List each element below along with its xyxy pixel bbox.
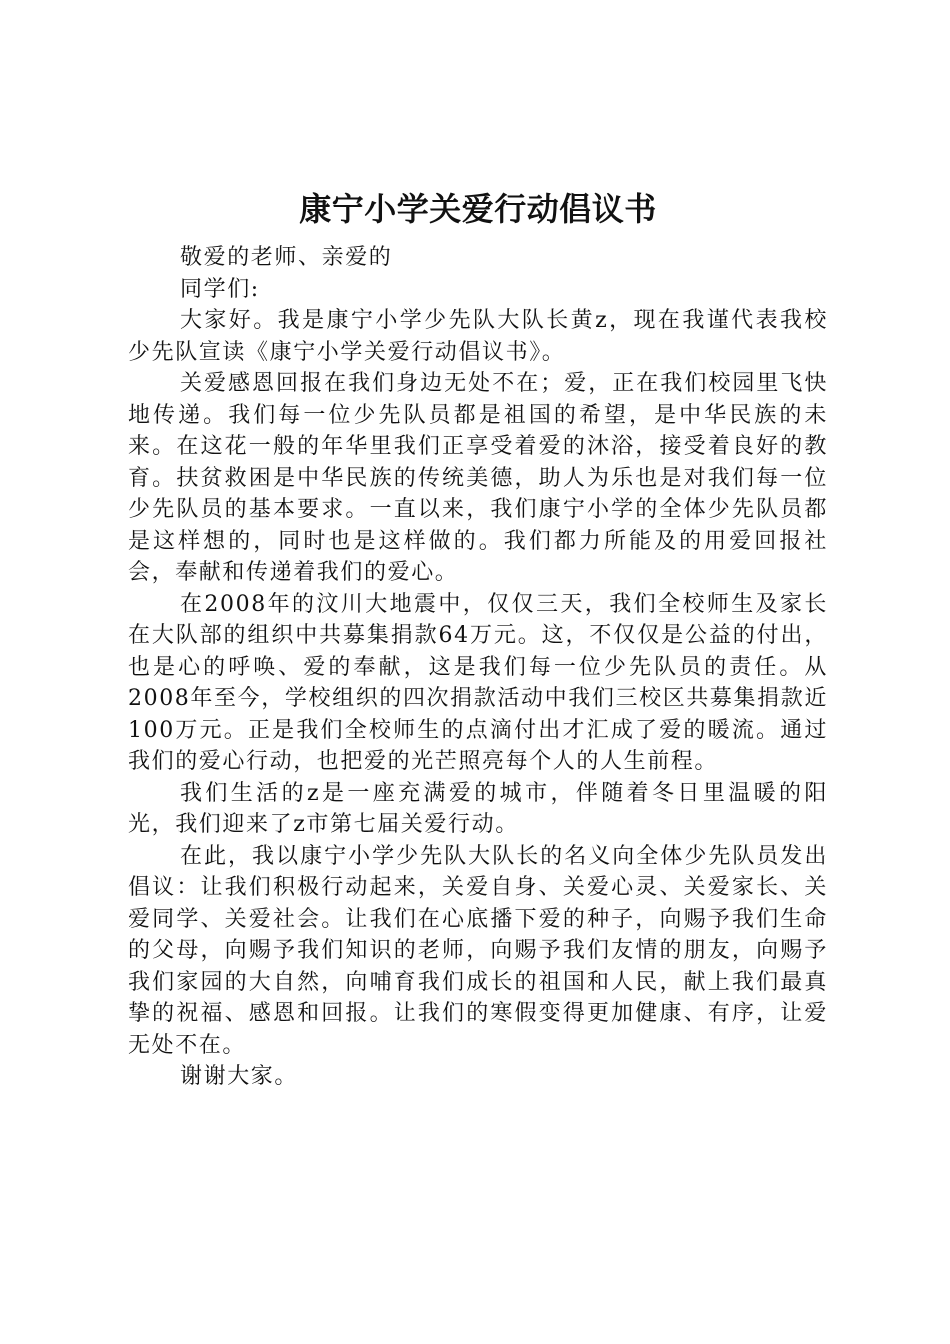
- paragraph-love-gratitude: 关爱感恩回报在我们身边无处不在；爱，正在我们校园里飞快地传递。我们每一位少先队员都是祖国的希望，是中华民族的未来。在这花一般的年华里我们正享受着爱的沐浴，接受着良好的教育。扶贫救困是中华民族的传统美德，助人为乐也是对我们每一位少先队员的基本要求。一直以来，我们康宁小学的全体少先队员都是这样想的，同时也是这样做的。我们都力所能及的用爱回报社会，奉献和传递着我们的爱心。: [128, 371, 828, 585]
- document-page: [128, 180, 828, 1093]
- paragraph-proposal: 在此，我以康宁小学少先队大队长的名义向全体少先队员发出倡议：让我们积极行动起来，关爱自身、关爱心灵、关爱家长、关爱同学、关爱社会。让我们在心底播下爱的种子，向赐予我们生命的父母，向赐予我们知识的老师，向赐予我们友情的朋友，向赐予我们家园的大自然，向哺育我们成长的祖国和人民，献上我们最真挚的祝福、感恩和回报。让我们的寒假变得更加健康、有序，让爱无处不在。: [128, 843, 828, 1058]
- salutation-line-2: 同学们:: [180, 276, 260, 302]
- paragraph-donations: 在2008年的汶川大地震中，仅仅三天，我们全校师生及家长在大队部的组织中共募集捐款64万元。这，不仅仅是公益的付出，也是心的呼唤、爱的奉献，这是我们每一位少先队员的责任。从2008年至今，学校组织的四次捐款活动中我们三校区共募集捐款近100万元。正是我们全校师生的点滴付出才汇成了爱的暖流。通过我们的爱心行动，也把爱的光芒照亮每个人的人生前程。: [128, 591, 828, 774]
- salutation-line-1: 敬爱的老师、亲爱的: [180, 245, 393, 270]
- paragraph-thanks: 谢谢大家。: [180, 1064, 299, 1089]
- document-title: 康宁小学关爱行动倡议书: [299, 190, 657, 228]
- paragraph-city-campaign: 我们生活的z是一座充满爱的城市，伴随着冬日里温暖的阳光，我们迎来了z市第七届关爱行动。: [128, 780, 828, 837]
- paragraph-greeting: 大家好。我是康宁小学少先队大队长黄z，现在我谨代表我校少先队宣读《康宁小学关爱行动倡议书》。: [128, 308, 828, 365]
